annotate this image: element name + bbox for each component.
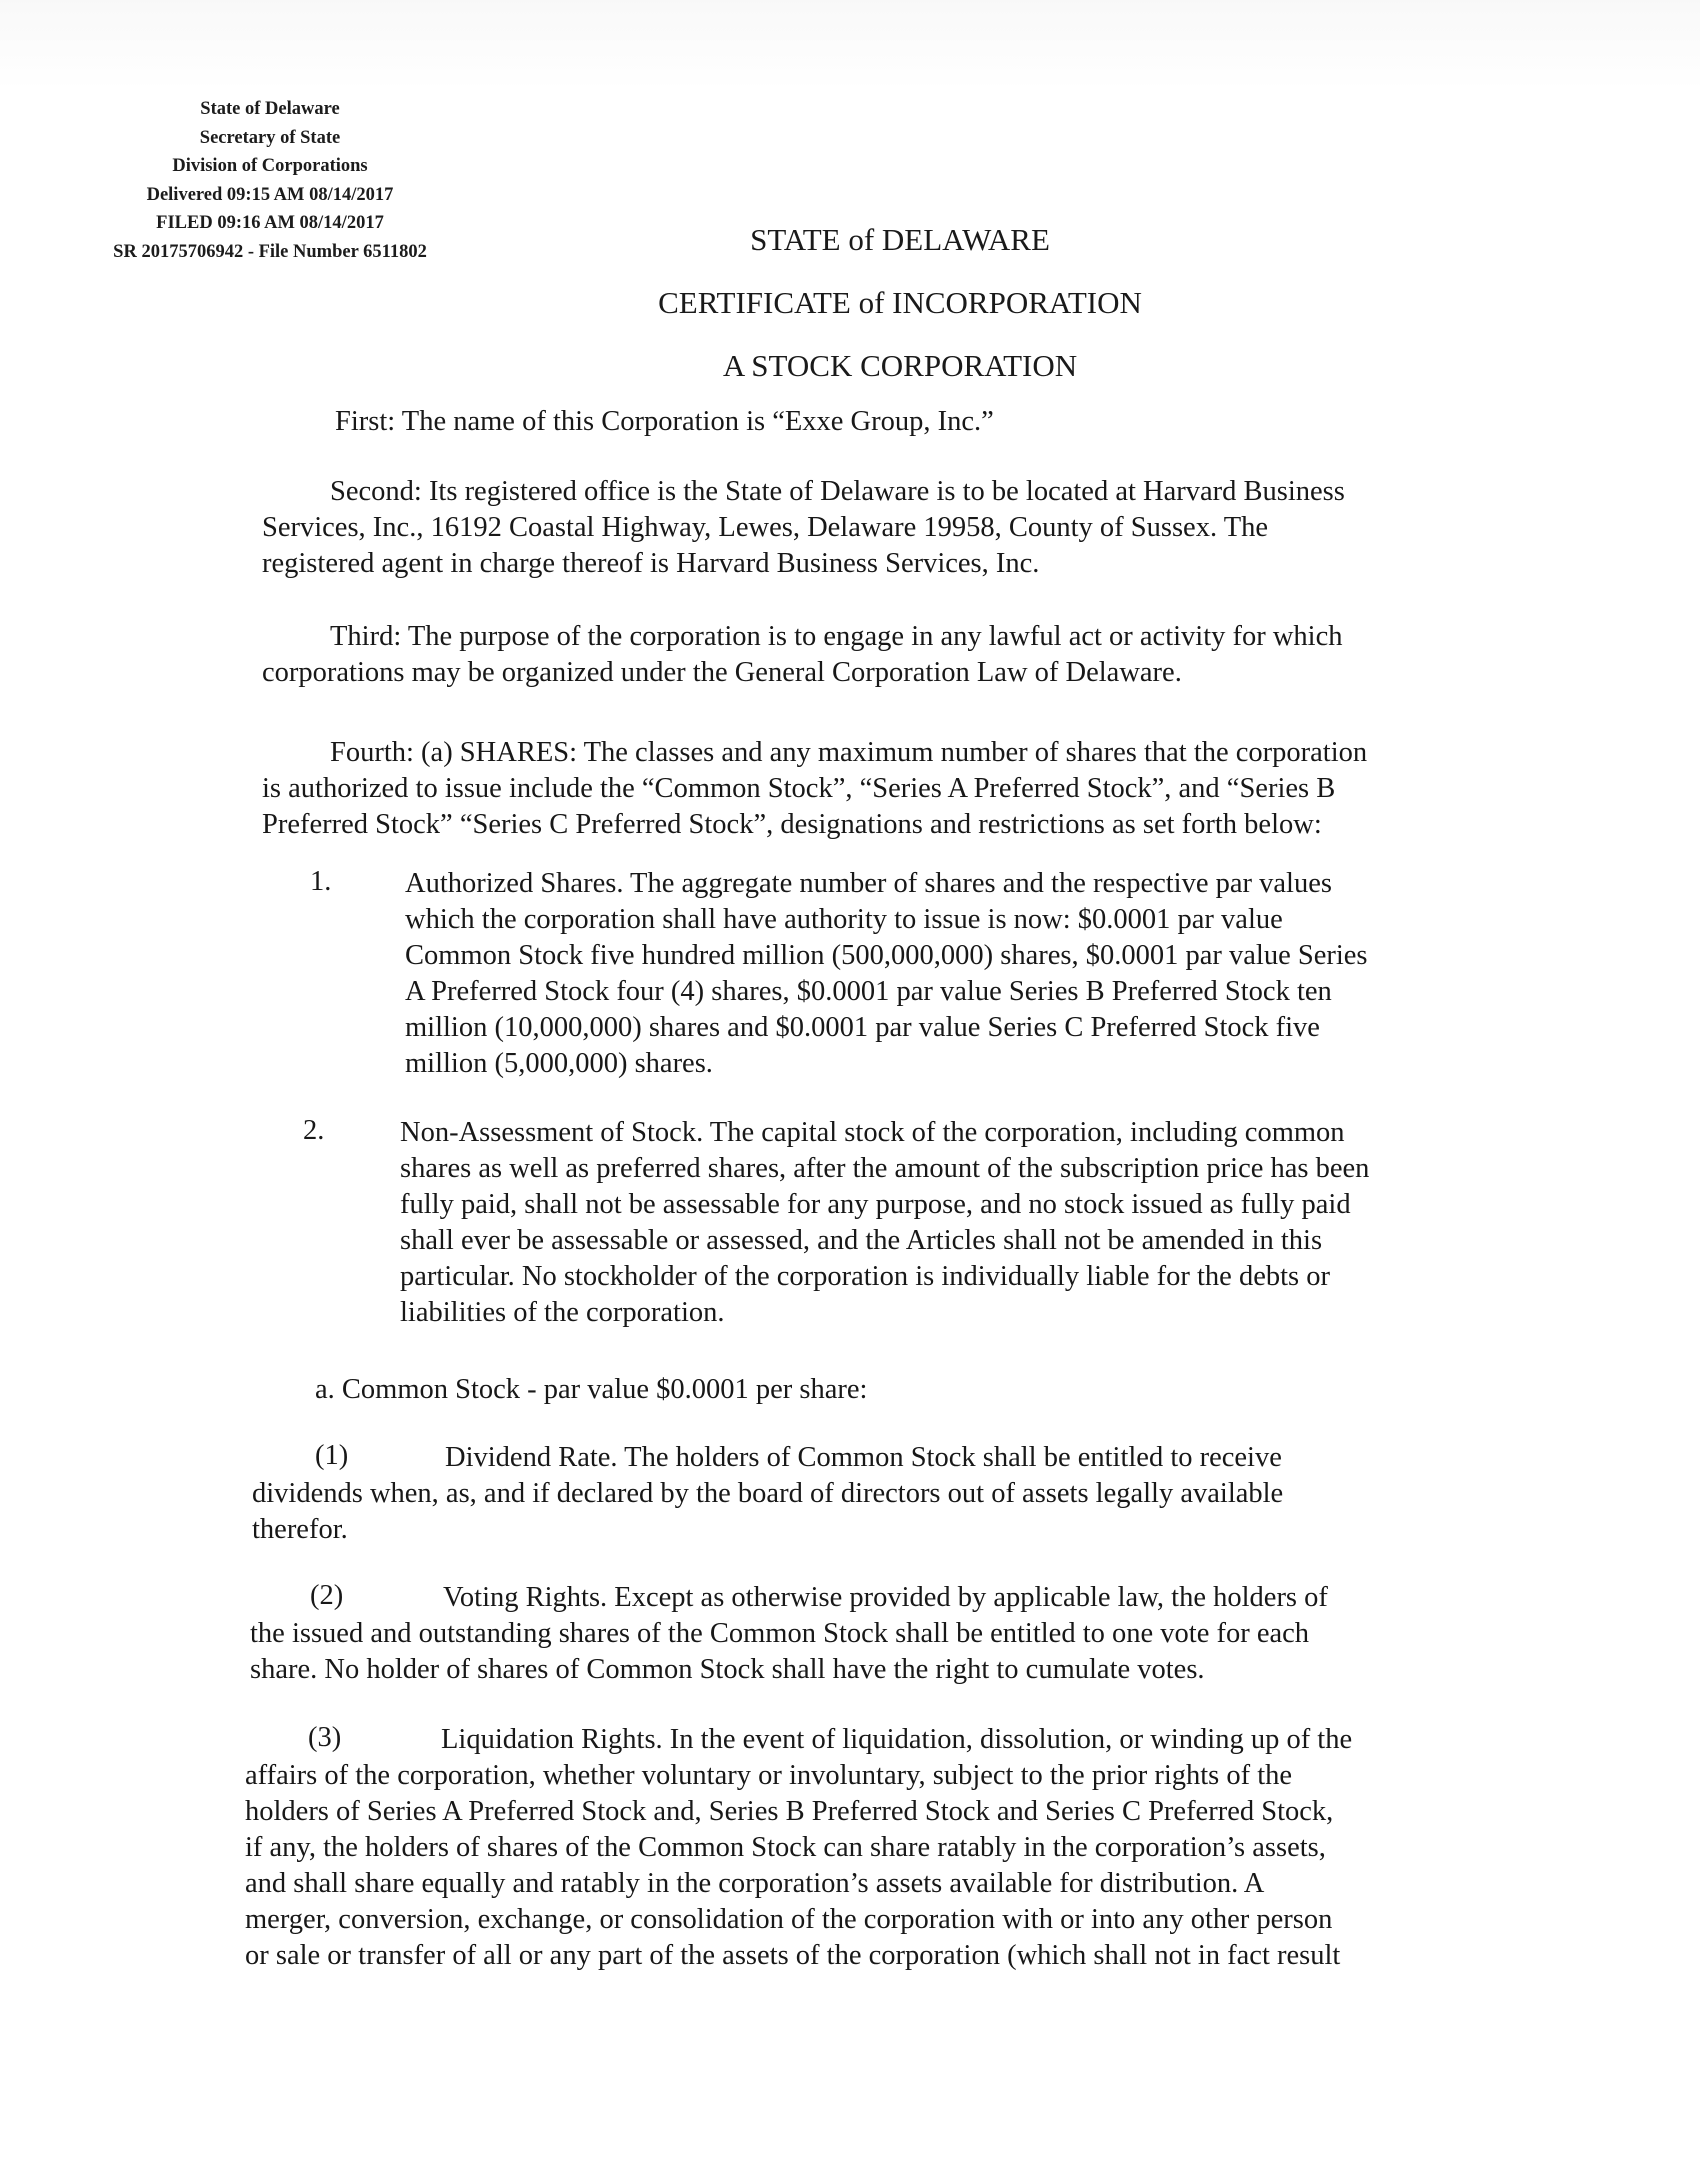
heading-state: STATE of DELAWARE bbox=[750, 222, 1050, 257]
article-second bbox=[262, 474, 1345, 582]
text-line: if any, the holders of shares of the Common Stock can share ratably in the corporation’s assets, bbox=[245, 1832, 1326, 1863]
text-line: Liquidation Rights. In the event of liquidation, dissolution, or winding up of the bbox=[441, 1724, 1353, 1755]
text-line: particular. No stockholder of the corporation is individually liable for the debts or bbox=[400, 1261, 1330, 1292]
stamp-line: Division of Corporations bbox=[172, 156, 368, 176]
text-line: affairs of the corporation, whether voluntary or involuntary, subject to the prior rights of the bbox=[245, 1760, 1293, 1791]
text-line: shall ever be assessable or assessed, and the Articles shall not be amended in this bbox=[400, 1225, 1323, 1256]
text-line: holders of Series A Preferred Stock and, Series B Preferred Stock and Series C Preferred Stock, bbox=[245, 1796, 1334, 1827]
text-line: a. Common Stock - par value $0.0001 per share: bbox=[315, 1374, 868, 1405]
stamp-line: SR 20175706942 - File Number 6511802 bbox=[113, 241, 427, 262]
text-line: and shall share equally and ratably in the corporation’s assets available for distribution. A bbox=[245, 1868, 1265, 1899]
text-line: Common Stock five hundred million (500,000,000) shares, $0.0001 par value Series bbox=[405, 940, 1368, 971]
text-line: A Preferred Stock four (4) shares, $0.0001 par value Series B Preferred Stock ten bbox=[405, 976, 1332, 1007]
stamp-line: FILED 09:16 AM 08/14/2017 bbox=[156, 213, 384, 233]
item-number: (1) bbox=[315, 1440, 349, 1471]
text-line: Third: The purpose of the corporation is to engage in any lawful act or activity for which bbox=[330, 621, 1343, 652]
text-line: Voting Rights. Except as otherwise provided by applicable law, the holders of bbox=[443, 1582, 1328, 1613]
text-line: is authorized to issue include the “Common Stock”, “Series A Preferred Stock”, and “Series B bbox=[262, 773, 1336, 804]
text-line: million (10,000,000) shares and $0.0001 par value Series C Preferred Stock five bbox=[405, 1012, 1320, 1043]
text-line: Second: Its registered office is the State of Delaware is to be located at Harvard Business bbox=[330, 476, 1345, 507]
liquidation-rights bbox=[245, 1722, 1352, 1974]
text-line: First: The name of this Corporation is “Exxe Group, Inc.” bbox=[335, 406, 994, 437]
text-line: Non-Assessment of Stock. The capital stock of the corporation, including common bbox=[400, 1117, 1345, 1148]
common-stock-heading bbox=[315, 1372, 867, 1408]
article-third bbox=[262, 619, 1343, 691]
voting-rights bbox=[250, 1580, 1328, 1688]
stamp-line: Secretary of State bbox=[199, 127, 341, 148]
item-non-assessment bbox=[400, 1115, 1369, 1331]
text-line: million (5,000,000) shares. bbox=[405, 1048, 713, 1079]
stamp-line: State of Delaware bbox=[200, 99, 340, 119]
text-line: shares as well as preferred shares, after the amount of the subscription price has been bbox=[400, 1153, 1370, 1184]
filing-stamp bbox=[70, 95, 470, 266]
text-line: Services, Inc., 16192 Coastal Highway, Lewes, Delaware 19958, County of Sussex. The bbox=[262, 512, 1269, 543]
text-line: registered agent in charge thereof is Harvard Business Services, Inc. bbox=[262, 548, 1040, 579]
item-number: (3) bbox=[308, 1722, 342, 1753]
heading-certificate: CERTIFICATE of INCORPORATION bbox=[658, 285, 1142, 320]
text-line: dividends when, as, and if declared by the board of directors out of assets legally available bbox=[252, 1478, 1284, 1509]
article-fourth bbox=[262, 735, 1367, 843]
text-line: Authorized Shares. The aggregate number of shares and the respective par values bbox=[405, 868, 1332, 899]
dividend-rate bbox=[252, 1440, 1283, 1548]
item-number: 2. bbox=[303, 1115, 325, 1146]
text-line: or sale or transfer of all or any part of the assets of the corporation (which shall not in fact result bbox=[245, 1940, 1341, 1971]
item-number: 1. bbox=[310, 866, 332, 897]
text-line: liabilities of the corporation. bbox=[400, 1297, 725, 1328]
stamp-line: Delivered 09:15 AM 08/14/2017 bbox=[146, 184, 394, 205]
heading-stock-corporation: A STOCK CORPORATION bbox=[722, 348, 1078, 383]
text-line: therefor. bbox=[252, 1514, 348, 1545]
text-line: the issued and outstanding shares of the Common Stock shall be entitled to one vote for each bbox=[250, 1618, 1310, 1649]
text-line: corporations may be organized under the General Corporation Law of Delaware. bbox=[262, 657, 1182, 688]
text-line: Dividend Rate. The holders of Common Stock shall be entitled to receive bbox=[445, 1442, 1282, 1473]
text-line: Preferred Stock” “Series C Preferred Stock”, designations and restrictions as set forth below: bbox=[262, 809, 1322, 840]
text-line: share. No holder of shares of Common Stock shall have the right to cumulate votes. bbox=[250, 1654, 1205, 1685]
text-line: fully paid, shall not be assessable for any purpose, and no stock issued as fully paid bbox=[400, 1189, 1351, 1220]
scan-shadow bbox=[0, 0, 1700, 90]
text-line: merger, conversion, exchange, or consolidation of the corporation with or into any other person bbox=[245, 1904, 1333, 1935]
text-line: which the corporation shall have authority to issue is now: $0.0001 par value bbox=[405, 904, 1283, 935]
item-number: (2) bbox=[310, 1580, 344, 1611]
item-authorized-shares bbox=[405, 866, 1368, 1082]
article-first bbox=[335, 404, 994, 440]
text-line: Fourth: (a) SHARES: The classes and any maximum number of shares that the corporation bbox=[330, 737, 1368, 768]
